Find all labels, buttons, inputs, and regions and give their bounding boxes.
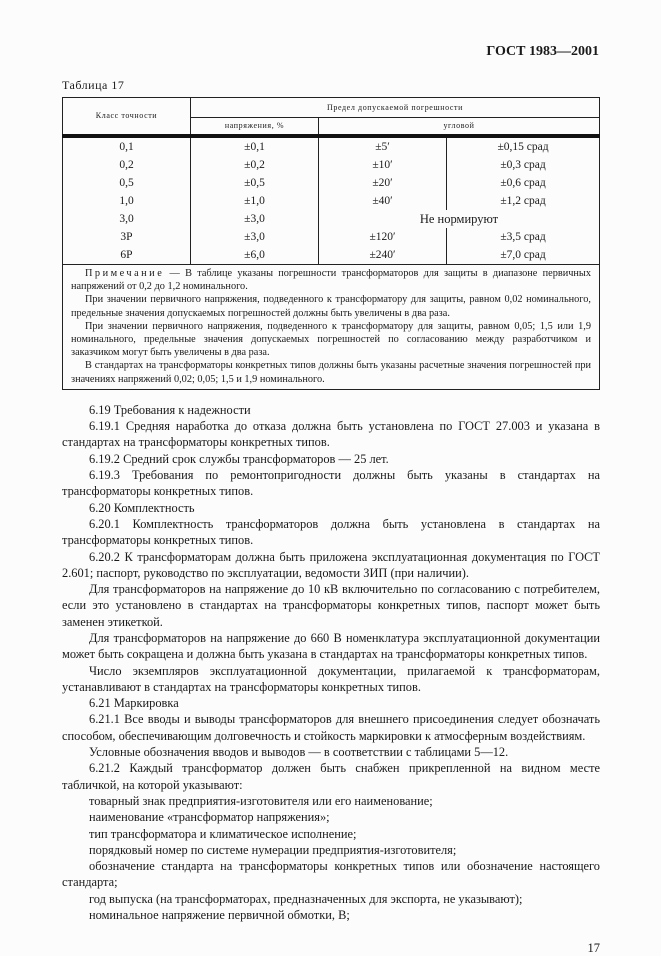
paragraph: тип трансформатора и климатическое исполнение; — [89, 826, 357, 841]
header-voltage: напряжения, % — [191, 118, 319, 137]
paragraph: товарный знак предприятия-изготовителя или его наименование; — [89, 793, 433, 808]
cell-angle-minutes: ±240′ — [319, 246, 447, 264]
paragraph: 6.20 Комплектность — [89, 500, 195, 515]
table-row — [63, 156, 600, 174]
accuracy-table — [62, 97, 600, 264]
cell-class: 1,0 — [63, 192, 191, 210]
cell-class: 3Р — [63, 228, 191, 246]
table-note — [62, 264, 600, 390]
cell-angle-crad: ±7,0 срад — [447, 246, 600, 264]
table-row — [63, 174, 600, 192]
cell-angle-crad: ±3,5 срад — [447, 228, 600, 246]
note-label: Примечание — [85, 268, 165, 279]
cell-class: 3,0 — [63, 210, 191, 228]
note-paragraph: В стандартах на трансформаторы конкретных типов должны быть указаны расчетные значения погрешностей при значениях напряжений 0,02; 0,05; 1,5 и 1,9 номинального. — [71, 360, 591, 385]
paragraph: Для трансформаторов на напряжение до 660 В номенклатура эксплуатационной документации может быть сокращена и должна быть указана в стандартах на трансформаторы конкретных типов. — [62, 630, 600, 662]
paragraph: Число экземпляров эксплуатационной документации, прилагаемой к трансформаторам, устанавливают в стандартах на трансформаторы конкретных типов. — [62, 663, 600, 694]
header-class: Класс точности — [63, 98, 191, 137]
paragraph: порядковый номер по системе нумерации предприятия-изготовителя; — [89, 842, 457, 857]
page-number: 17 — [587, 941, 600, 956]
cell-angle-minutes: ±10′ — [319, 156, 447, 174]
paragraph: 6.21.1 Все вводы и выводы трансформаторов для внешнего присоединения следует обозначать способом, обеспечивающим долговечность и стойкость маркировки к атмосферным воздействиям. — [62, 712, 600, 743]
cell-voltage: ±3,0 — [191, 210, 319, 228]
table-row — [63, 210, 600, 228]
cell-angle-minutes: ±120′ — [319, 228, 447, 246]
table-row — [63, 136, 600, 156]
table-row — [63, 246, 600, 264]
paragraph: 6.20.2 К трансформаторам должна быть приложена эксплуатационная документация по ГОСТ 2.601; паспорт, руководство по эксплуатации, ведомости ЗИП (при наличии). — [62, 549, 600, 580]
note-paragraph: — В таблице указаны погрешности трансформаторов для защиты в диапазоне первичных напряжений от 0,2 до 1,2 номинального. — [71, 268, 591, 293]
header-angular: угловой — [319, 118, 600, 137]
cell-not-normalized: Не нормируют — [319, 210, 600, 228]
note-paragraph: При значении первичного напряжения, подведенного к трансформатору для защиты, равном 0,05; 1,5 или 1,9 номинального, предельные значения допускаемых погрешностей по согласованию между разработчиком и заказчиком могут быть увеличены в два раза. — [71, 320, 591, 359]
cell-class: 6Р — [63, 246, 191, 264]
cell-voltage: ±0,2 — [191, 156, 319, 174]
table-row — [63, 228, 600, 246]
page-content — [62, 97, 600, 956]
body-text — [62, 402, 600, 924]
cell-angle-crad: ±0,3 срад — [447, 156, 600, 174]
header-limit: Предел допускаемой погрешности — [191, 98, 600, 118]
paragraph: 6.19 Требования к надежности — [89, 402, 251, 417]
paragraph: год выпуска (на трансформаторах, предназначенных для экспорта, не указывают); — [89, 891, 523, 906]
cell-voltage: ±6,0 — [191, 246, 319, 264]
cell-voltage: ±0,5 — [191, 174, 319, 192]
cell-angle-crad: ±1,2 срад — [447, 192, 600, 210]
cell-angle-minutes: ±20′ — [319, 174, 447, 192]
paragraph: 6.19.3 Требования по ремонтопригодности должны быть указаны в стандартах на трансформаторы конкретных типов. — [62, 468, 600, 499]
cell-angle-minutes: ±40′ — [319, 192, 447, 210]
document-header: ГОСТ 1983—2001 — [486, 44, 599, 59]
cell-voltage: ±3,0 — [191, 228, 319, 246]
note-paragraph: При значении первичного напряжения, подведенного к трансформатору для защиты, равном 0,02 номинального, предельные значения допускаемых погрешностей должны быть увеличены в два раза. — [71, 294, 591, 319]
cell-angle-minutes: ±5′ — [319, 136, 447, 156]
cell-angle-crad: ±0,15 срад — [447, 136, 600, 156]
paragraph: наименование «трансформатор напряжения»; — [89, 810, 330, 825]
table-row — [63, 192, 600, 210]
paragraph: номинальное напряжение первичной обмотки, В; — [89, 908, 350, 923]
cell-class: 0,1 — [63, 136, 191, 156]
paragraph: обозначение стандарта на трансформаторы конкретных типов или обозначение настоящего стандарта; — [62, 859, 600, 890]
cell-class: 0,2 — [63, 156, 191, 174]
paragraph: Для трансформаторов на напряжение до 10 кВ включительно по согласованию с потребителем, если это установлено в стандартах на трансформаторы конкретных типов, паспорт может быть заменен этикеткой. — [62, 582, 600, 629]
paragraph: Условные обозначения вводов и выводов — в соответствии с таблицами 5—12. — [89, 745, 509, 760]
cell-class: 0,5 — [63, 174, 191, 192]
table-caption: Таблица 17 — [62, 78, 125, 92]
paragraph: 6.21 Маркировка — [89, 696, 179, 711]
paragraph: 6.19.1 Средняя наработка до отказа должна быть установлена по ГОСТ 27.003 и указана в стандартах на трансформаторы конкретных типов. — [62, 419, 600, 450]
cell-voltage: ±0,1 — [191, 136, 319, 156]
paragraph: 6.21.2 Каждый трансформатор должен быть снабжен прикрепленной на видном месте табличкой, на которой указывают: — [62, 761, 600, 792]
cell-voltage: ±1,0 — [191, 192, 319, 210]
cell-angle-crad: ±0,6 срад — [447, 174, 600, 192]
paragraph: 6.19.2 Средний срок службы трансформаторов — 25 лет. — [89, 451, 389, 466]
paragraph: 6.20.1 Комплектность трансформаторов должна быть установлена в стандартах на трансформаторы конкретных типов. — [62, 516, 600, 548]
